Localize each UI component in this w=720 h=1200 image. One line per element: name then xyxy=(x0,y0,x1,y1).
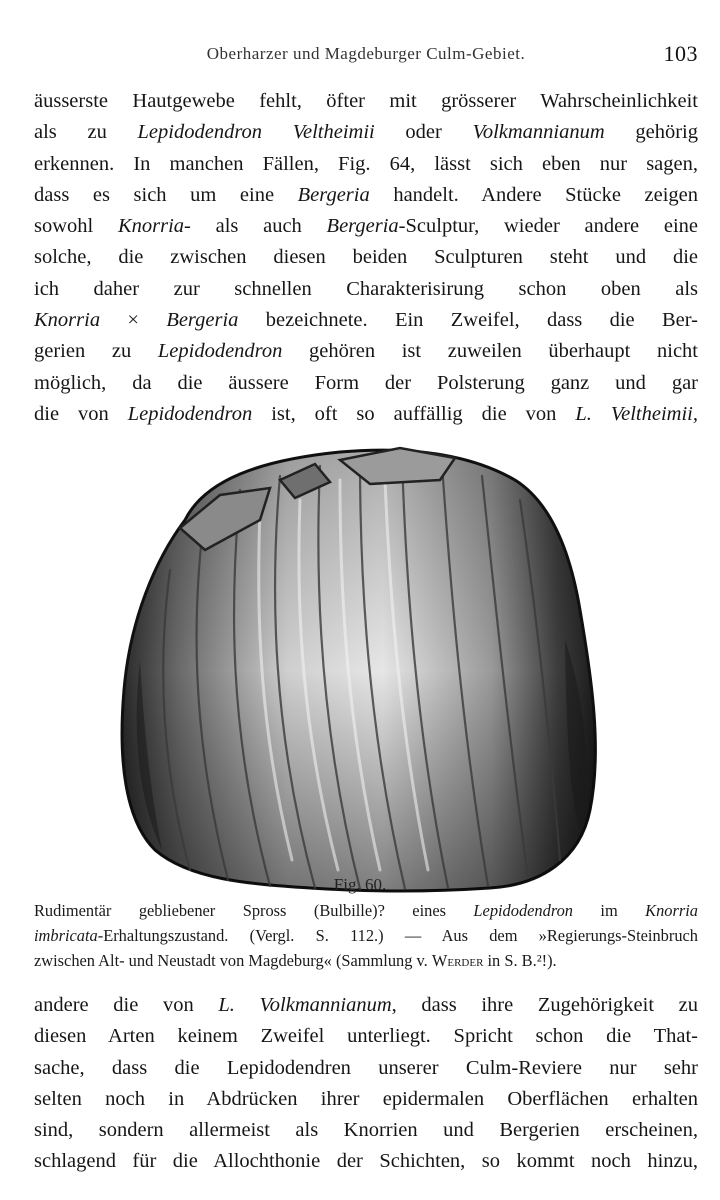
caption-line xyxy=(34,948,698,973)
text-run: andere die von xyxy=(34,994,219,1016)
text-run: , dass ihre Zugehörigkeit zu xyxy=(391,994,699,1016)
text-run: -Erhaltungszustand. (Vergl. S. 112.) — Aus dem »Regierungs-Steinbruch xyxy=(97,926,698,945)
text-run: zwischen Alt- und Neustadt von Magdeburg« (Sammlung v. xyxy=(34,951,432,970)
text-run: oder xyxy=(374,121,473,144)
taxon-name: L. Volkmannianum xyxy=(218,994,392,1016)
text-run: gerien zu xyxy=(34,340,158,363)
text-run: sache, dass die Lepidodendren unserer Culm-Reviere nur sehr xyxy=(34,1056,698,1079)
collector-name: Werder xyxy=(431,951,484,970)
text-line xyxy=(34,1021,698,1052)
taxon-name: imbricata xyxy=(34,926,98,945)
text-line xyxy=(34,117,698,148)
text-line xyxy=(34,1084,698,1115)
text-run: diesen Arten keinem Zweifel unterliegt. Spricht schon die That- xyxy=(34,1025,698,1048)
text-run: als zu xyxy=(34,121,138,144)
running-header xyxy=(34,41,698,74)
text-run: die von xyxy=(34,402,128,425)
text-run: ist, oft so auffällig die von xyxy=(252,402,576,425)
text-run: Rudimentär gebliebener Spross (Bulbille)? eines xyxy=(34,901,474,920)
text-line xyxy=(34,211,698,242)
text-line xyxy=(34,180,698,211)
text-line xyxy=(34,1115,698,1146)
text-run: möglich, da die äussere Form der Polsterung ganz und gar xyxy=(34,371,698,394)
text-run: gehörig xyxy=(604,121,698,144)
paragraph-bottom xyxy=(34,990,698,1178)
text-run: handelt. Andere Stücke zeigen xyxy=(369,183,698,206)
text-run: im xyxy=(572,901,646,920)
text-line xyxy=(34,336,698,367)
figure-label: Fig. 60. xyxy=(333,875,387,894)
taxon-name: Knorria xyxy=(117,215,185,238)
text-run: selten noch in Abdrücken ihrer epidermalen Oberflächen erhalten xyxy=(34,1087,698,1110)
taxon-name: Bergeria xyxy=(297,183,370,206)
text-run: ich daher zur schnellen Charakterisirung schon oben als xyxy=(34,277,698,300)
taxon-name: Lepidodendron xyxy=(127,402,253,425)
taxon-name: Lepidodendron Veltheimii xyxy=(137,121,375,144)
text-run: -Sculptur, wieder andere eine xyxy=(398,215,699,238)
page-number: 103 xyxy=(663,41,698,66)
text-line xyxy=(34,86,698,117)
text-run: erkennen. In manchen Fällen, Fig. 64, lässt sich eben nur sagen, xyxy=(34,152,698,175)
text-run: bezeichnete. Ein Zweifel, dass die Ber- xyxy=(238,309,698,332)
text-run: schlagend für die Allochthonie der Schichten, so kommt noch hinzu, xyxy=(34,1150,698,1173)
caption-line xyxy=(34,898,698,923)
text-run: sowohl xyxy=(34,215,118,238)
hybrid-symbol: × xyxy=(100,309,167,332)
text-line xyxy=(34,1146,698,1177)
text-run: dass es sich um eine xyxy=(34,183,298,206)
taxon-name: Volkmannianum xyxy=(472,121,605,144)
taxon-name: Lepidodendron xyxy=(473,901,573,920)
text-line xyxy=(34,305,698,336)
text-run: sind, sondern allermeist als Knorrien und Bergerien erscheinen, xyxy=(34,1119,698,1142)
text-run: solche, die zwischen diesen beiden Sculpturen steht und die xyxy=(34,246,698,269)
taxon-name: L. Veltheimii, xyxy=(575,402,698,425)
text-run: in S. B.²!). xyxy=(483,951,557,970)
paragraph-top xyxy=(34,86,698,430)
text-line xyxy=(34,149,698,180)
text-line xyxy=(34,990,698,1021)
text-line xyxy=(34,368,698,399)
taxon-name: Knorria xyxy=(34,309,101,332)
taxon-name: Bergeria xyxy=(326,215,399,238)
text-run: äusserste Hautgewebe fehlt, öfter mit grösserer Wahrscheinlichkeit xyxy=(34,90,698,112)
running-title: Oberharzer und Magdeburger Culm-Gebiet. xyxy=(206,44,526,63)
text-line xyxy=(34,242,698,273)
taxon-name: Bergeria xyxy=(166,309,239,332)
text-line xyxy=(34,1053,698,1084)
taxon-name: Knorria xyxy=(645,901,699,920)
fossil-illustration xyxy=(110,440,620,900)
text-line xyxy=(34,274,698,305)
text-run: - als auch xyxy=(184,215,327,238)
taxon-name: Lepidodendron xyxy=(157,340,283,363)
figure-caption xyxy=(34,898,698,973)
caption-line xyxy=(34,923,698,948)
text-line xyxy=(34,399,698,430)
text-run: gehören ist zuweilen überhaupt nicht xyxy=(282,340,698,363)
